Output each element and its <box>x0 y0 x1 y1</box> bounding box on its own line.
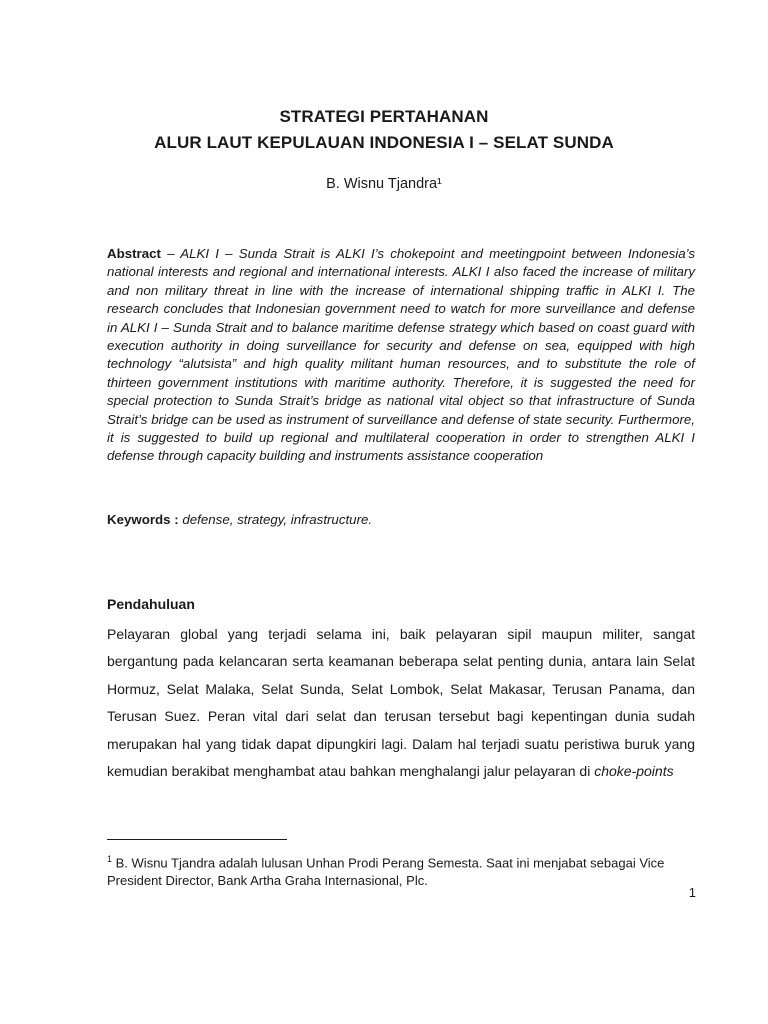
body-paragraph <box>107 621 695 785</box>
body-text: Pelayaran global yang terjadi selama ini, baik pelayaran sipil maupun militer, sangat bergantung pada kelancaran serta keamanan beberapa selat penting dunia, antara lain Selat Hormuz, Selat Malaka, Selat Sunda, Selat Lombok, Selat Makasar, Terusan Panama, dan Terusan Suez. Peran vital dari selat dan terusan tersebut bagi kepentingan dunia sudah merupakan hal yang tidak dapat dipungkiri lagi. Dalam hal terjadi suatu peristiwa buruk yang kemudian berakibat menghambat atau bahkan menghalangi jalur pelayaran di <box>107 626 695 780</box>
abstract-separator: – <box>160 246 181 261</box>
title-line-2: ALUR LAUT KEPULAUAN INDONESIA I – SELAT SUNDA <box>154 133 614 152</box>
abstract-text: ALKI I – Sunda Strait is ALKI I’s chokepoint and meetingpoint between Indonesia’s national interests and regional and international interests. ALKI I also faced the increase of military and non military threat in line with the increase of international shipping traffic in ALKI I. The research concludes that Indonesian government need to watch for more surveillance and defense in ALKI I – Sunda Strait and to balance maritime defense strategy which based on coast guard with execution authority in doing surveillance for security and defense on sea, equipped with high technology “alutsista” and high quality militant human resources, and to substitute the role of thirteen government institutions with maritime authority. Therefore, it is suggested the need for special protection to Sunda Strait’s bridge as national vital object so that infrastructure of Sunda Strait’s bridge can be used as instrument of surveillance and defense of state security. Furthermore, it is suggested to build up regional and multilateral cooperation in order to strengthen ALKI I defense through capacity building and instruments assistance cooperation <box>107 246 696 464</box>
title-line-1: STRATEGI PERTAHANAN <box>279 107 489 126</box>
section-heading: Pendahuluan <box>107 596 195 612</box>
footnote-divider <box>107 839 287 840</box>
footnote <box>107 850 695 890</box>
page-number: 1 <box>688 885 696 900</box>
abstract-paragraph <box>107 245 695 466</box>
keywords-text: defense, strategy, infrastructure. <box>182 512 373 527</box>
author-name: B. Wisnu Tjandra¹ <box>326 176 442 192</box>
keywords-line <box>107 512 695 527</box>
abstract-label: Abstract <box>107 246 161 261</box>
footnote-text: B. Wisnu Tjandra adalah lulusan Unhan Prodi Perang Semesta. Saat ini menjabat sebagai Vice President Director, Bank Artha Graha Internasional, Plc. <box>107 855 665 889</box>
keywords-label: Keywords : <box>107 512 179 527</box>
footnote-marker: 1 <box>107 854 113 864</box>
body-italic-term: choke-points <box>594 763 674 780</box>
